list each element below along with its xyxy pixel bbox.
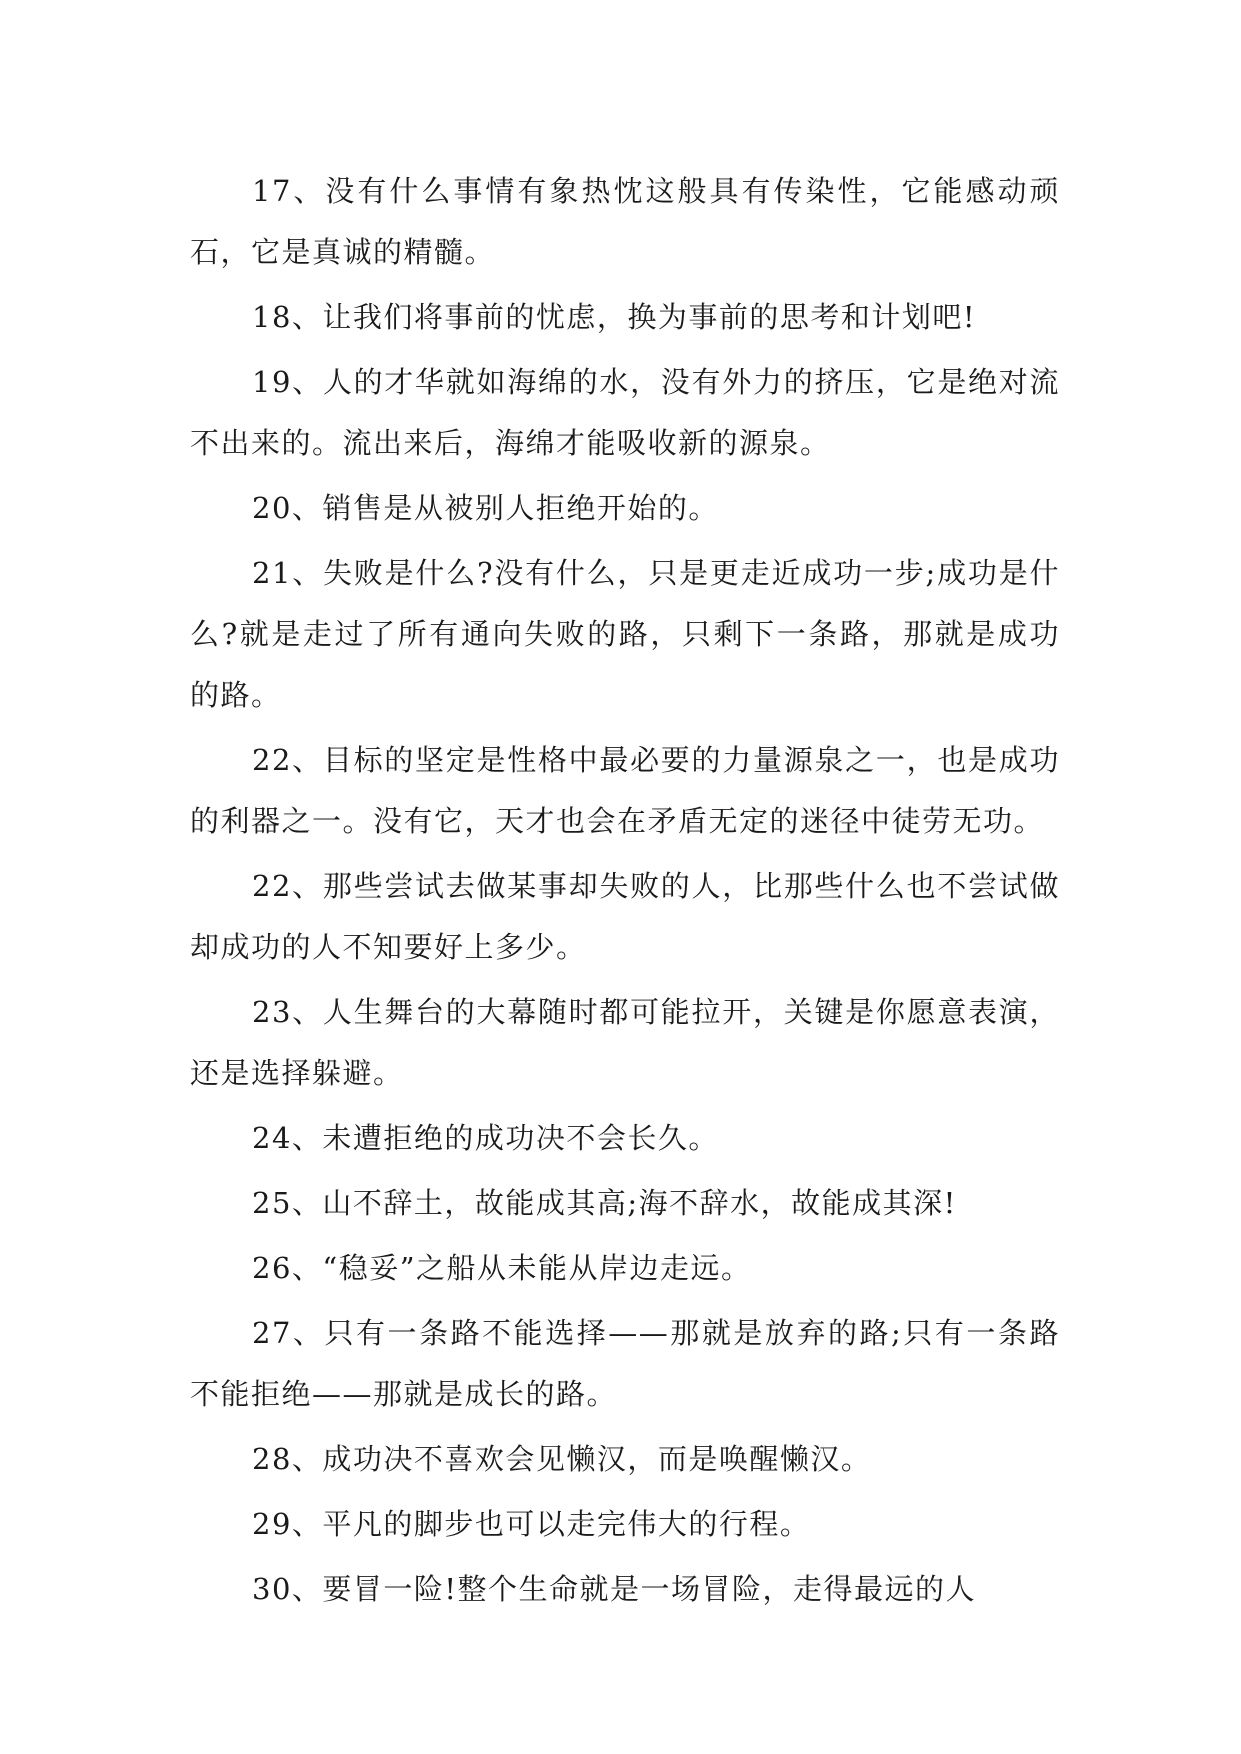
paragraph-26: 26、“稳妥”之船从未能从岸边走远。: [252, 1251, 752, 1285]
paragraph-29: 29、平凡的脚步也可以走完伟大的行程。: [252, 1507, 811, 1541]
paragraph-24: 24、未遭拒绝的成功决不会长久。: [252, 1121, 719, 1155]
paragraph-30: 30、要冒一险!整个生命就是一场冒险，走得最远的人: [252, 1572, 977, 1606]
paragraph-28: 28、成功决不喜欢会见懒汉，而是唤醒懒汉。: [252, 1442, 872, 1476]
paragraph-20: 20、销售是从被别人拒绝开始的。: [252, 491, 719, 525]
paragraph-19: 19、人的才华就如海绵的水，没有外力的挤压，它是绝对流不出来的。流出来后，海绵才能吸收新的源泉。: [190, 365, 1060, 460]
paragraph-17: 17、没有什么事情有象热忱这般具有传染性，它能感动顽石，它是真诚的精髓。: [190, 174, 1060, 269]
paragraph-22a: 22、目标的坚定是性格中最必要的力量源泉之一，也是成功的利器之一。没有它，天才也会在矛盾无定的迷径中徒劳无功。: [190, 743, 1060, 838]
paragraph-22b: 22、那些尝试去做某事却失败的人，比那些什么也不尝试做却成功的人不知要好上多少。: [190, 869, 1060, 964]
document-body: [190, 161, 1060, 1624]
paragraph-27: 27、只有一条路不能选择——那就是放弃的路;只有一条路不能拒绝——那就是成长的路。: [190, 1316, 1060, 1411]
paragraph-21: 21、失败是什么?没有什么，只是更走近成功一步;成功是什么?就是走过了所有通向失败的路，只剩下一条路，那就是成功的路。: [190, 556, 1060, 712]
paragraph-25: 25、山不辞土，故能成其高;海不辞水，故能成其深!: [252, 1186, 957, 1220]
paragraph-23: 23、人生舞台的大幕随时都可能拉开，关键是你愿意表演，还是选择躲避。: [190, 995, 1060, 1090]
paragraph-18: 18、让我们将事前的忧虑，换为事前的思考和计划吧!: [252, 300, 977, 334]
